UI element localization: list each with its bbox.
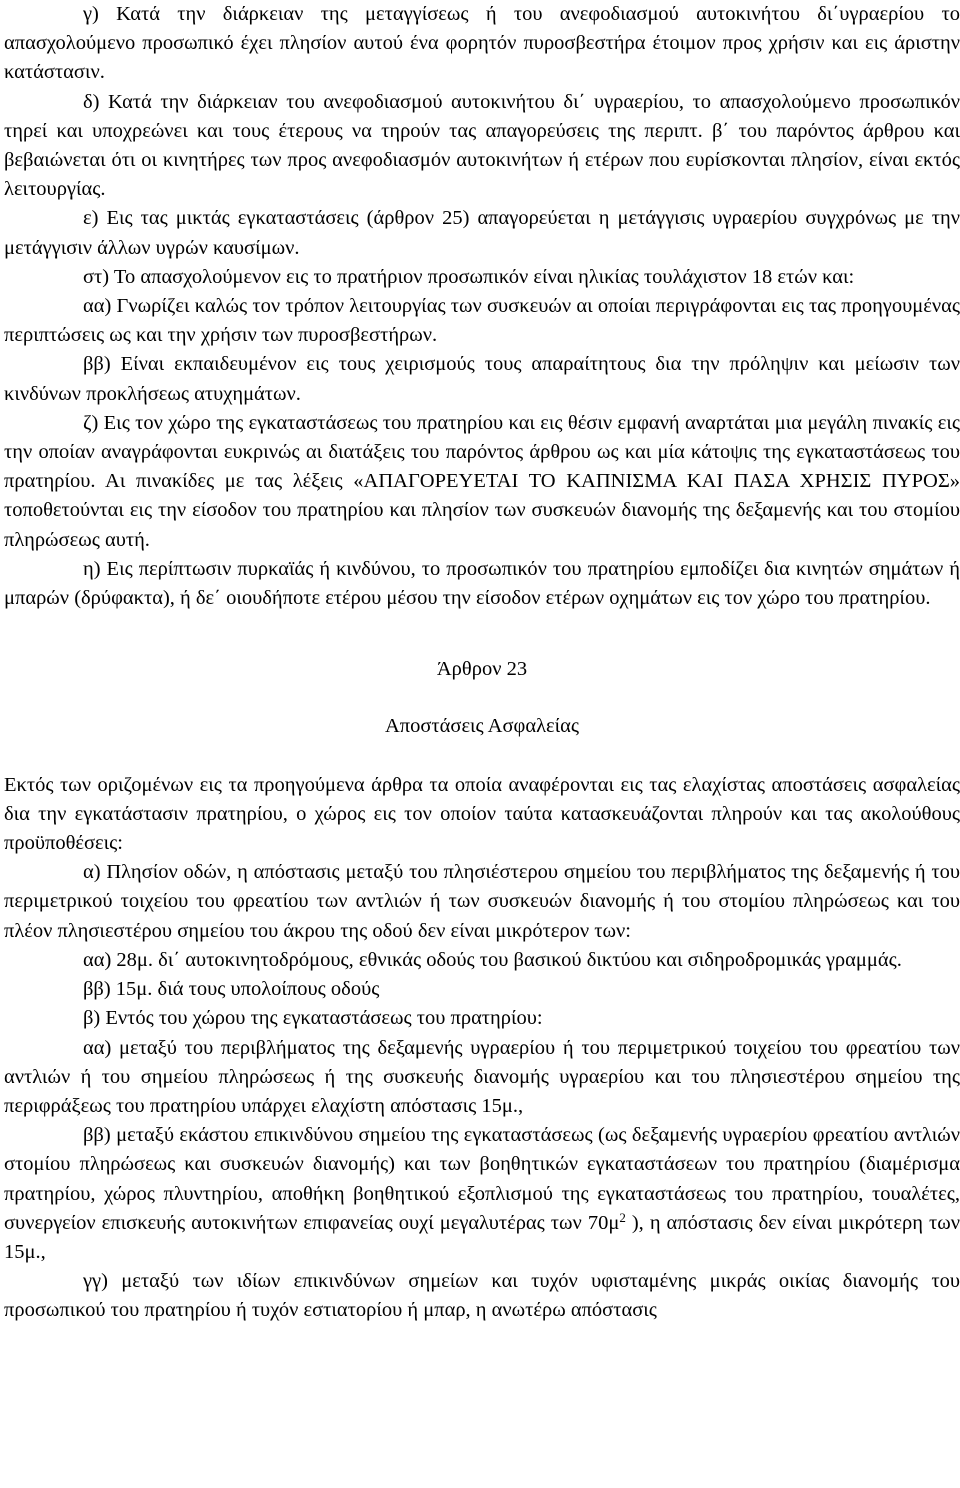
article-item-a-aa: αα) 28μ. δι΄ αυτοκινητοδρόμους, εθνικάς οδούς του βασικού δικτύου και σιδηροδρομικάς γραμμάς. bbox=[83, 948, 902, 971]
article-item-b: β) Εντός του χώρου της εγκαταστάσεως του πρατηρίου: bbox=[83, 1007, 543, 1030]
superscript-two: 2 bbox=[619, 1209, 626, 1225]
article-item-a-bb: ββ) 15μ. διά τους υπολοίπους οδούς bbox=[83, 978, 380, 1001]
article-item-b-bb bbox=[4, 1121, 960, 1267]
paragraph-d: δ) Κατά την διάρκειαν του ανεφοδιασμού αυτοκινήτου δι΄ υγραερίου, το απασχολούμενο προσωπικόν τηρεί και υποχρεώνει και τους έτερους να τηρούν τας απαγορεύσεις της περιπτ. β΄ του παρόντος άρθρου και βεβαιώνεται ότι οι κινητήρες των προς ανεφοδιασμόν αυτοκινήτων ή ετέρων που ευρίσκονται πλησίον, είναι εκτός λειτουργίας. bbox=[4, 90, 960, 201]
paragraph-st-bb: ββ) Είναι εκπαιδευμένον εις τους χειρισμούς τους απαραίτητους δια την πρόληψιν και μείωσιν των κινδύνων προκλήσεως ατυχημάτων. bbox=[4, 353, 960, 405]
paragraph-st: στ) Το απασχολούμενον εις το πρατήριον προσωπικόν είναι ηλικίας τουλάχιστον 18 ετών και: bbox=[83, 265, 855, 288]
article-title: Αποστάσεις Ασφαλείας bbox=[384, 715, 580, 738]
article-intro: Εκτός των οριζομένων εις τα προηγούμενα άρθρα τα οποία αναφέρονται εις τας ελαχίστας αποστάσεις ασφαλείας δια την εγκατάστασιν πρατηρίου, ο χώρος εις τον οποίον ταύτα κατασκευάζονται πληρούν και τας ακολούθους προϋποθέσεις: bbox=[4, 773, 960, 855]
paragraph-e: ε) Εις τας μικτάς εγκαταστάσεις (άρθρον 25) απαγορεύεται η μετάγγισις υγραερίου συγχρόνως με την μετάγγισιν άλλων υγρών καυσίμων. bbox=[4, 207, 960, 259]
paragraph-st-aa: αα) Γνωρίζει καλώς τον τρόπον λειτουργίας των συσκευών αι οποίαι περιγράφονται εις τας προηγουμένας περιπτώσεις ως και την χρήσιν των πυροσβεστήρων. bbox=[4, 295, 960, 347]
article-item-b-gg: γγ) μεταξύ των ιδίων επικινδύνων σημείων και τυχόν υφισταμένης μικράς οικίας διανομής του προσωπικού του πρατηρίου ή τυχόν εστιατορίου ή μπαρ, η ανωτέρω απόστασις bbox=[4, 1270, 960, 1322]
paragraph-g: γ) Κατά την διάρκειαν της μεταγγίσεως ή του ανεφοδιασμού αυτοκινήτου δι΄υγραερίου το απασχολούμενο προσωπικό έχει πλησίον αυτού ένα φορητόν πυροσβεστήρα έτοιμον προς χρήσιν και εις άριστην κατάστασιν. bbox=[4, 3, 960, 84]
article-item-a: α) Πλησίον οδών, η απόστασις μεταξύ του πλησιέστερου σημείου του περιβλήματος της δεξαμενής ή του περιμετρικού τοιχείου του φρεατίου των αντλιών ή των συσκευών διανομής ή του στομίου πληρώσεως και του πλέον πλησιεστέρου σημείου του άκρου της οδού δεν είναι μικρότερον των: bbox=[4, 861, 960, 942]
item-bb-text: ββ) μεταξύ εκάστου επικινδύνου σημείου της εγκαταστάσεως (ως δεξαμενής υγραερίου φρεατίου αντλιών στομίου πληρώσεως και συσκευών διανομής) και των βοηθητικών εγκαταστάσεων του πρατηρίου (διαμέρισμα πρατηρίου, χώρος πλυντηρίου, αποθήκη βοηθητικού εξοπλισμού της εγκαταστάσεως του πρατηρίου, τουαλέτες, συνεργείον επισκευής αυτοκινήτων επιφανείας ουχί μεγαλυτέρας των 70μ bbox=[4, 1124, 960, 1234]
article-item-b-aa: αα) μεταξύ του περιβλήματος της δεξαμενής υγραερίου ή του περιμετρικού τοιχείου του φρεατίου των αντλιών ή του σημείου πληρώσεως ή της συσκευής διανομής υγραερίου και του πλησιεστέρου σημείου της περιφράξεως του πρατηρίου υπάρχει ελαχίστη απόστασις 15μ., bbox=[4, 1036, 960, 1117]
paragraph-z: ζ) Εις τον χώρο της εγκαταστάσεως του πρατηρίου και εις θέσιν εμφανή αναρτάται μια μεγάλη πινακίς εις την οποίαν αναγράφονται ευκρινώς αι διατάξεις του παρόντος άρθρου ως και μία κάτοψις της εγκαταστάσεως του πρατηρίου. Αι πινακίδες με τας λέξεις «ΑΠΑΓΟΡΕΥΕΤΑΙ ΤΟ ΚΑΠΝΙΣΜΑ ΚΑΙ ΠΑΣΑ ΧΡΗΣΙΣ ΠΥΡΟΣ» τοποθετούνται εις την είσοδον του πρατηρίου και πλησίον των συσκευών διανομής της δεξαμενής και του στομίου πληρώσεως αυτή. bbox=[4, 411, 960, 551]
paragraph-h: η) Εις περίπτωσιν πυρκαϊάς ή κινδύνου, το προσωπικόν του πρατηρίου εμποδίζει δια κινητών σημάτων ή μπαρών (δρύφακτα), ή δε΄ οιουδήποτε ετέρου μέσου την είσοδον ετέρων οχημάτων εις τον χώρο του πρατηρίου. bbox=[4, 557, 960, 610]
article-number: Άρθρον 23 bbox=[436, 658, 528, 681]
item-bb-text-end: ), η απόστασις δεν είναι μικρότερη των 15μ., bbox=[4, 1211, 960, 1263]
